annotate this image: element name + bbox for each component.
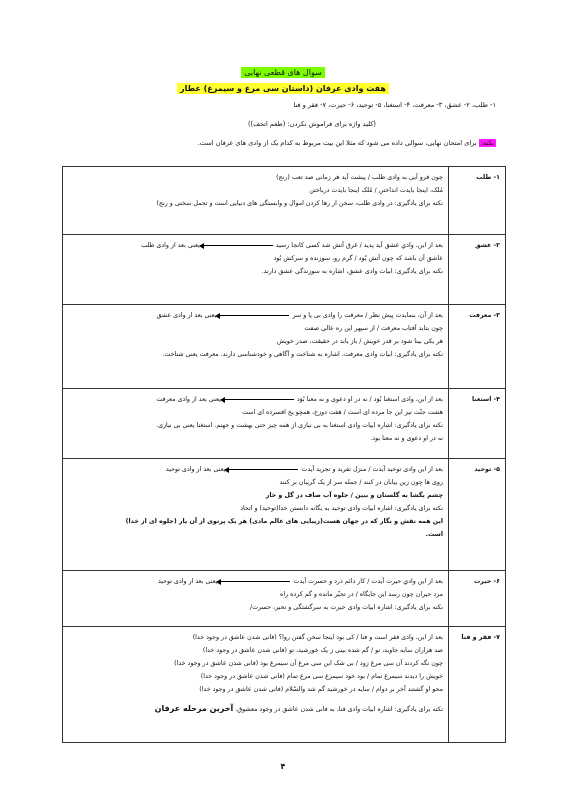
row-content — [63, 389, 449, 459]
table-row-eshgh — [63, 235, 506, 305]
verse-line: عاشق آن باشد که چون آتش بُود / گرم رو، سوزنده و سرکش بُود — [273, 255, 443, 262]
verse-line: روی ها چون زین بیابان در کنند / جمله سر از یک گریبان بر کنند — [279, 479, 443, 486]
row-content — [63, 627, 449, 743]
row-label: ۴- استغنا — [449, 389, 506, 459]
verse-line: بعد از این، وادی فقر است و فنا / کی بود اینجا سخن گفتن روا؟ (فانی شدن عاشق در وجود خدا) — [192, 634, 443, 641]
verse-line: چون نگه کردند آن سی مرغ زود / بی شک این سی مرغ آن سیمرغ بود (فانی شدن عاشق در وجود خدا) — [174, 660, 443, 667]
verse-line: مُلک، اینجا بایدت انداختن / مُلک اینجا بایدت درباختن — [309, 187, 443, 194]
keyword-hint: (کلید واژه برای فراموش نکردن: (طعم اتحف)) — [247, 120, 376, 128]
row-content — [63, 571, 449, 627]
valleys-list: ۱- طلب، ۲- عشق، ۳- معرفت، ۴- استغنا، ۵- توحید، ۶- حیرت، ۷- فقر و فنا — [293, 101, 496, 109]
verse-line: چون فرو آیی به وادی طلب / پیشت آید هر زمانی صد تعب (رنج) — [276, 174, 443, 181]
row-label: ۱- طلب — [449, 167, 506, 235]
tip-line: نکته برای یادگیری: در وادی طلب، سخن از رها کردن اموال و وابستگی های دنیایی است و تحمل سختی و رنج) — [156, 200, 443, 207]
row-content — [63, 305, 449, 389]
exam-note — [198, 139, 496, 147]
verse-line-with-arrow: بعد از این وادی توحید آیدت / منزل تفرید و تجرید آیدتیعنی بعد از وادی توحید — [165, 466, 443, 473]
row-label: ۷- فقر و فنا — [449, 627, 506, 743]
tip-line: نکته برای یادگیری: اشاره ابیات وادی حیرت به سرگشتگی و تحیر، حسرت/ — [250, 604, 443, 611]
arrow-left-icon — [228, 469, 298, 470]
row-label: ۶- حیرت — [449, 571, 506, 627]
table-row-marefat — [63, 305, 506, 389]
arrow-left-icon — [224, 399, 294, 400]
table-row-esteghna — [63, 389, 506, 459]
tip-line: است. — [425, 531, 443, 538]
tip-line: نکته برای یادگیری: اشاره ابیات وادی توحید به یگانه دانستن خدا(توحید) و اتحاد — [240, 505, 443, 512]
verse-line: هشت جنّت نیز این جا مرده ای است / هفت دوزخ، همچو یخ افسرده ای است — [242, 409, 443, 416]
verse-line: خویش را دیدند سیمرغ تمام / بود خود سیمرغ سی مرغ تمام (فانی شدن عاشق در وجود خدا) — [200, 673, 443, 680]
tip-line: نکته برای یادگیری: ابیات وادی معرفت، اشاره به شناخت و آگاهی و خودشناسی دارند. معرفت یعنی شناخت. — [162, 351, 443, 358]
page-number: ۴ — [280, 762, 286, 771]
verse-line-with-arrow: بعد از این، وادی استغنا بُوَد / نه در او دعوی و نه معنا بُوَدیعنی بعد از وادی معرفت — [156, 396, 443, 403]
note-text: برای امتحان نهایی، سوالی داده می شود که مثلا این بیت مربوط به کدام یک از وادی های عرفان است. — [197, 139, 477, 147]
page-subtitle: هفت وادی عرفان (داستان سی مرغ و سیمرغ) عطار — [0, 84, 566, 93]
verse-line: صد هزاران سایه جاوید، تو / گم شده بینی ز یک خورشید، تو (فانی شدن عاشق در وجود خدا) — [202, 647, 443, 654]
note-label: نکته: — [480, 139, 494, 147]
tip-line: این همه نقش و نگار که در جهان هست(زیبایی های عالم مادی) هر یک پرتوی از آن یار (جلوه ای از خدا) — [125, 518, 443, 525]
verse-line: چون بتابد آفتاب معرفت / از سپهر این ره عالی صفت — [304, 325, 443, 332]
row-label: ۳- معرفت — [449, 305, 506, 389]
tip-line: نکته برای یادگیری: اشاره ابیات وادی فنا، به فانی شدن عاشق در وجود معشوق. آخرین مرحله عرفان — [154, 704, 443, 713]
arrow-left-icon — [220, 581, 290, 582]
verse-line: مرد حیران چون رسد این جایگاه / در تحیّر مانده و گم کرده راه — [280, 591, 443, 598]
row-content — [63, 167, 449, 235]
verse-line: هر یکی بینا شود بر قدر خویش / باز یابد در حقیقت، صدر خویش — [276, 338, 443, 345]
table-row-talab — [63, 167, 506, 235]
verse-line: محو او گشتند آخر بر دوام / سایه در خورشید گم شد والسّلام (فانی شدن عاشق در وجود خدا) — [199, 686, 443, 693]
table-row-tohid — [63, 459, 506, 571]
verse-line-with-arrow: بعد از این، وادیِ عشق آید پدید / غرق آتش شد کسی کانجا رسیدیعنی بعد از وادی طلب — [141, 242, 443, 249]
row-content — [63, 235, 449, 305]
row-label: ۵- توحید — [449, 459, 506, 571]
verse-line-with-arrow: بعد از آن، بنمایدت پیش نظر / معرفت را وادی بی پا و سریعنی بعد از وادی عشق — [156, 312, 443, 319]
tip-line: نه در او دعوی و نه معنا بود. — [370, 435, 443, 442]
arrow-left-icon — [219, 315, 289, 316]
tip-line: نکته برای یادگیری: اشاره ابیات وادی استغنا به بی نیازی از همه چیز حتی بهشت و جهنم. استغنا یعنی بی نیازی. — [156, 422, 443, 429]
row-content — [63, 459, 449, 571]
arrow-left-icon — [203, 245, 273, 246]
valleys-table — [62, 166, 506, 743]
verse-line-with-arrow: بعد از این وادیِ حیرت آیدت / کار دائم درد و حسرت آیدتیعنی بعد از وادی توحید — [157, 578, 443, 585]
tip-line: نکته برای یادگیری: ابیات وادی عشق، اشاره به سوزندگی عشق دارند. — [261, 268, 443, 275]
page-title: سوال های قطعی نهایی — [0, 68, 566, 77]
table-row-faghr — [63, 627, 506, 743]
row-label: ۲- عشق — [449, 235, 506, 305]
verse-line: چشم بگشا به گلستان و ببین / جلوه آب صاف در گل و خار — [265, 492, 443, 499]
table-row-heyrat — [63, 571, 506, 627]
